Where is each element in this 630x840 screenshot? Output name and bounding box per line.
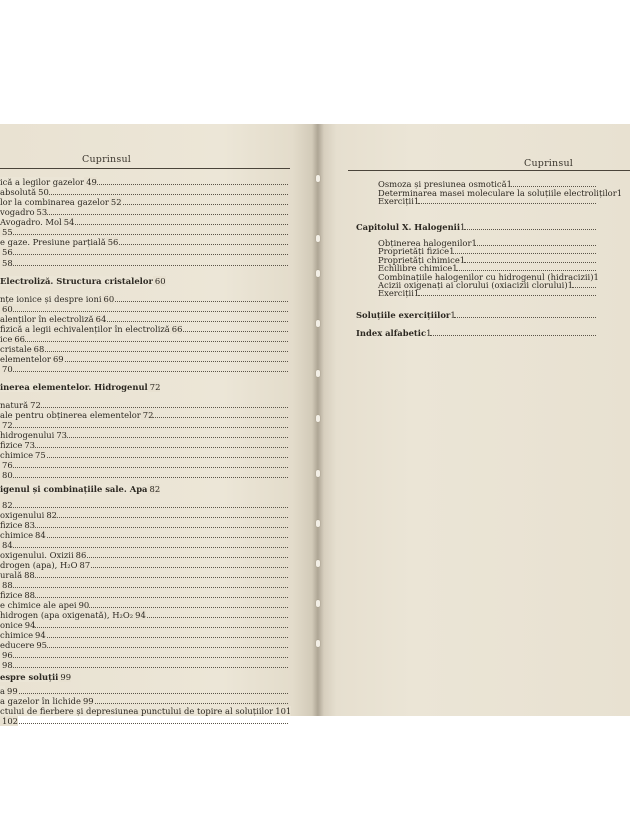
toc-leader-dots [511,179,596,187]
toc-page-number: 60 [2,304,13,314]
toc-entry-title: hidrogen (apa oxigenată), H₂O₂ [0,610,134,620]
stitch-hole [316,320,320,327]
toc-entry-title: alenților în electroliză [0,314,94,324]
toc-entry-title: Obținerea halogenilor [378,238,472,248]
toc-chapter-row [0,484,288,494]
toc-entry-title: Echilibre chimice [378,263,453,273]
toc-row [0,610,288,620]
toc-entry-title: drogen (apa), H₂O [0,560,78,570]
right-header-rule [348,170,630,171]
toc-row [0,450,288,460]
toc-page-number: 70 [2,364,13,374]
toc-page-number: 1 [426,328,432,338]
toc-row [0,227,288,237]
toc-row [0,430,288,440]
toc-leader-dots [0,460,288,468]
toc-entry-title: fizică a legii echivalenților în electroliză [0,324,170,334]
toc-leader-dots [0,227,288,235]
toc-row [0,354,288,364]
toc-page-number: 84 [35,530,46,540]
toc-leader-dots [0,620,288,628]
toc-entry-title: cristale [0,344,32,354]
toc-row [0,324,288,334]
toc-entry-title: urală [0,570,23,580]
toc-entry-title: a [0,686,5,696]
toc-page-number: 72 [149,382,161,392]
toc-entry-title: e gaze. Presiune parțială [0,237,106,247]
toc-entry-title: Osmoza și presiunea osmotică [378,179,507,189]
toc-row [0,640,288,650]
toc-row [0,247,288,257]
toc-entry-title: Capitolul X. Halogenii [356,222,461,232]
left-page [0,124,318,726]
toc-page-number: 75 [35,450,46,460]
toc-entry-title: Index alfabetic [356,328,427,338]
toc-page-number: 54 [63,217,75,227]
toc-row [0,580,288,590]
toc-leader-dots [0,540,288,548]
toc-entry-title: Proprietăți chimice [378,255,460,265]
toc-entry-title: lor la combinarea gazelor [0,197,109,207]
toc-row [0,217,288,227]
toc-page-number: 66 [14,334,25,344]
toc-page-number: 82 [149,484,161,494]
toc-entry-title: chimice [0,450,34,460]
stitch-hole [316,560,320,567]
toc-row [0,630,288,640]
toc-row [0,187,288,197]
toc-chapter-row [0,276,288,286]
toc-page-number: 72 [2,420,13,430]
toc-row [0,314,288,324]
toc-entry-title: chimice [0,530,34,540]
toc-entry-title: ctului de fierbere și depresiunea punctului de topire al soluțiilor [0,706,274,716]
toc-page-number: 72 [142,410,154,420]
toc-page-number: 1 [471,238,477,248]
toc-page-number: 88 [2,580,13,590]
toc-row [0,686,288,696]
toc-page-number: 1 [506,179,512,189]
toc-row [0,590,288,600]
toc-page-number: 101 [275,706,292,716]
toc-page-number: 1 [413,288,420,298]
toc-page-number: 60 [154,276,166,286]
stitch-hole [316,370,320,377]
toc-entry-title: fizice [0,440,23,450]
toc-row [0,530,288,540]
toc-row [0,294,288,304]
toc-row [0,550,288,560]
toc-page-number: 83 [24,520,35,530]
toc-page-number: 88 [24,590,35,600]
toc-leader-dots [0,247,288,255]
toc-chapter-row [0,382,288,392]
toc-row [0,620,288,630]
toc-entry-title: Acizii oxigenați ai clorului (oxiacizii clorului) [378,280,568,290]
toc-page-number: 99 [60,672,72,682]
toc-page-number: 68 [33,344,45,354]
toc-chapter-row [356,222,608,232]
toc-leader-dots [0,686,288,694]
toc-row [0,410,288,420]
toc-page-number: 49 [86,177,97,187]
toc-page-number: 98 [2,660,13,670]
toc-entry-title: chimice [0,630,34,640]
toc-page-number: 1 [449,246,455,256]
toc-page-number: 99 [7,686,18,696]
toc-leader-dots [0,716,288,724]
stitch-hole [316,235,320,242]
toc-entry-title: onice [0,620,23,630]
toc-page-number: 55 [2,227,13,237]
stitch-hole [316,415,320,422]
toc-page-number: 94 [24,620,36,630]
toc-page-number: 1 [567,280,573,290]
toc-page-number: 84 [2,540,13,550]
toc-page-number: 76 [2,460,13,470]
toc-row [0,364,288,374]
toc-leader-dots [464,222,596,230]
toc-row [0,420,288,430]
toc-page-number: 1 [459,255,466,265]
toc-page-number: 80 [2,470,13,480]
toc-page-number: 66 [171,324,183,334]
toc-page-number: 1 [413,196,420,206]
toc-entry-title: inerea elementelor. Hidrogenul [0,382,148,392]
toc-page-number: 86 [75,550,87,560]
toc-page-number: 94 [35,630,46,640]
toc-leader-dots [0,520,288,528]
toc-entry-title: Determinarea masei moleculare la soluțiile electroliților [378,188,617,198]
toc-page-number: 73 [56,430,68,440]
toc-row [0,237,288,247]
toc-leader-dots [0,440,288,448]
toc-page-number: 52 [110,197,122,207]
toc-entry-title: absolută [0,187,37,197]
toc-row [0,440,288,450]
stitch-hole [316,640,320,647]
toc-page-number: 95 [36,640,47,650]
toc-leader-dots [0,650,288,658]
toc-entry-title: Exerciții [378,288,414,298]
toc-page-number: 50 [38,187,49,197]
toc-page-number: 64 [95,314,107,324]
toc-entry-title: igenul și combinațiile sale. Apa [0,484,148,494]
toc-entry-title: oxigenului. Oxizii [0,550,74,560]
toc-page-number: 102 [2,716,18,726]
toc-entry-title: Combinațiile halogenilor cu hidrogenul (hidracizii) [378,272,594,282]
toc-entry-title: nțe ionice și despre ioni [0,294,102,304]
toc-chapter-row [0,672,288,682]
toc-leader-dots [430,328,596,336]
toc-leader-dots [464,255,596,263]
toc-leader-dots [0,364,288,372]
toc-page-number: 56 [2,247,13,257]
stitch-hole [316,270,320,277]
toc-row [0,660,288,670]
toc-page-number: 82 [46,510,57,520]
toc-leader-dots [454,310,596,318]
toc-page-number: 90 [78,600,90,610]
toc-page-number: 58 [2,258,13,268]
toc-row [0,716,288,726]
toc-page-number: 94 [135,610,146,620]
toc-page-number: 99 [82,696,94,706]
toc-page-number: 72 [30,400,41,410]
toc-page-number: 56 [107,237,119,247]
toc-page-number: 1 [593,272,599,282]
toc-row [0,334,288,344]
toc-row [0,500,288,510]
toc-leader-dots [0,334,288,342]
toc-leader-dots [475,238,596,246]
toc-row [0,460,288,470]
toc-page-number: 1 [616,188,623,198]
toc-leader-dots [456,263,596,271]
toc-chapter-row [356,328,608,338]
toc-row [0,400,288,410]
stitch-hole [316,175,320,182]
toc-row [0,570,288,580]
stitch-hole [316,470,320,477]
toc-entry-title: natură [0,400,29,410]
toc-entry-title: ale pentru obținerea elementelor [0,410,141,420]
toc-page-number: 1 [450,310,456,320]
stitch-hole [316,520,320,527]
toc-row [0,520,288,530]
toc-entry-title: fizice [0,520,23,530]
toc-row [0,600,288,610]
toc-page-number: 73 [24,440,35,450]
toc-entry-title: espre soluții [0,672,59,682]
toc-leader-dots [0,400,288,408]
toc-row [0,650,288,660]
toc-entry-title: ică a legilor gazelor [0,177,85,187]
stitch-hole [316,600,320,607]
toc-row [0,540,288,550]
toc-page-number: 96 [2,650,13,660]
toc-row [0,510,288,520]
toc-row [0,696,288,706]
toc-chapter-row [356,310,608,320]
toc-page-number: 1 [452,263,458,273]
toc-entry-title: Exerciții [378,196,414,206]
toc-leader-dots [0,580,288,588]
toc-row [0,207,288,217]
right-page [318,124,630,716]
toc-page-number: 60 [103,294,115,304]
toc-page-number: 53 [36,207,48,217]
toc-leader-dots [0,660,288,668]
toc-leader-dots [0,304,288,312]
toc-row [0,706,292,716]
toc-page-number: 88 [24,570,35,580]
toc-entry-title: Proprietăți fizice [378,246,450,256]
right-page-header: Cuprinsul [524,158,573,169]
toc-leader-dots [0,258,288,266]
toc-entry-title: Electroliză. Structura cristalelor [0,276,153,286]
toc-entry-title: hidrogenului [0,430,55,440]
toc-entry-title: Soluțiile exercițiilor [356,310,451,320]
toc-page-number: 82 [2,500,13,510]
left-header-rule [0,168,290,169]
toc-leader-dots [0,470,288,478]
toc-entry-title: oxigenului [0,510,45,520]
toc-entry-title: vogadro [0,207,35,217]
toc-leader-dots [0,500,288,508]
toc-row [0,304,288,314]
toc-row [0,197,288,207]
toc-leader-dots [0,590,288,598]
toc-page-number: 1 [460,222,466,232]
toc-entry-title: elementelor [0,354,51,364]
toc-row [0,470,288,480]
toc-entry-title: a gazelor în lichide [0,696,81,706]
left-page-header: Cuprinsul [82,154,131,165]
toc-entry-title: ice [0,334,13,344]
toc-entry-title: fizice [0,590,23,600]
toc-page-number: 87 [79,560,91,570]
toc-row [0,344,288,354]
toc-leader-dots [0,420,288,428]
toc-row [0,560,288,570]
toc-entry-title: Avogadro. Mol [0,217,62,227]
toc-entry-title: e chimice ale apei [0,600,77,610]
toc-page-number: 69 [52,354,64,364]
toc-entry-title: educere [0,640,35,650]
toc-row [0,177,288,187]
toc-row [0,258,288,268]
toc-leader-dots [0,570,288,578]
